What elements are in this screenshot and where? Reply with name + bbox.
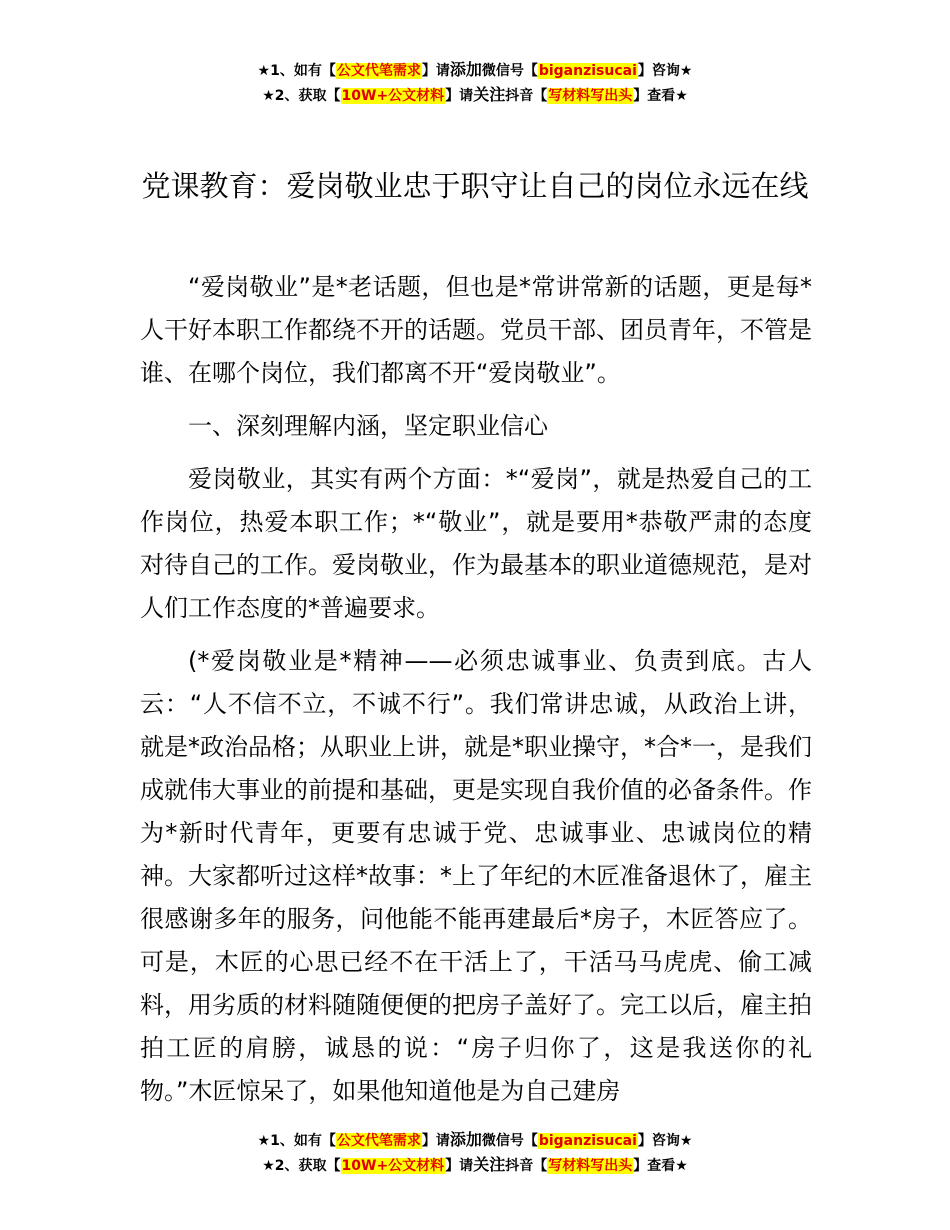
banner-text: 抖音【 xyxy=(505,88,548,104)
banner-text: 】咨询★ xyxy=(637,63,693,79)
paragraph: 爱岗敬业，其实有两个方面：*“爱岗”，就是热爱自己的工作岗位，热爱本职工作；*“敬业”，就是要用*恭敬严肃的态度对待自己的工作。爱岗敬业，作为最基本的职业道德规范，是对人们工作态度的*普遍要求。 xyxy=(140,465,812,622)
section-heading: 一、深刻理解内涵，坚定职业信心 xyxy=(188,412,548,440)
banner-highlight: 公文代笔需求 xyxy=(336,63,421,79)
banner-text: 】咨询★ xyxy=(637,1133,693,1149)
banner-text: 添加 xyxy=(449,60,482,79)
paragraph: (*爱岗敬业是*精神——必须忠诚事业、负责到底。古人云：“人不信不立，不诚不行”。我们常讲忠诚，从政治上讲，就是*政治品格；从职业上讲，就是*职业操守，*合*一，是我们成就伟大事业的前提和基础，更是实现自我价值的必备条件。作为*新时代青年，更要有忠诚于党、忠诚事业、忠诚岗位的精神。大家都听过这样*故事：*上了年纪的木匠准备退休了，雇主很感谢多年的服务，问他能不能再建最后*房子，木匠答应了。可是，木匠的心思已经不在干活上了，干活马马虎虎、偷工减料，用劣质的材料随随便便的把房子盖好了。完工以后，雇主拍拍工匠的肩膀，诚恳的说：“房子归你了，这是我送你的礼物。”木匠惊呆了，如果他知道他是为自己建房 xyxy=(140,647,812,1105)
paragraph-intro: “爱岗敬业”是*老话题，但也是*常讲常新的话题，更是每*人干好本职工作都绕不开的话题。党员干部、团员青年，不管是谁、在哪个岗位，我们都离不开“爱岗敬业”。 xyxy=(140,273,812,387)
document-title: 党课教育：爱岗敬业忠于职守让自己的岗位永远在线 xyxy=(141,169,809,203)
banner-text: 微信号【 xyxy=(481,1133,538,1149)
banner-highlight: 10W+公文材料 xyxy=(341,88,445,104)
banner-text: ★1、如有【 xyxy=(257,63,336,79)
banner-line-2 xyxy=(0,1153,950,1178)
banner-text: 关注 xyxy=(473,85,506,104)
banner-text: ★2、获取【 xyxy=(262,1158,341,1174)
banner-text: ★1、如有【 xyxy=(257,1133,336,1149)
banner-line-1 xyxy=(0,1128,950,1153)
banner-text: 关注 xyxy=(473,1155,506,1174)
banner-text: 抖音【 xyxy=(505,1158,548,1174)
banner-text: 】请 xyxy=(445,1158,474,1174)
wechat-id-highlight: biganzisucai xyxy=(538,63,637,79)
banner-highlight: 10W+公文材料 xyxy=(341,1158,445,1174)
douyin-highlight: 写材料写出头 xyxy=(548,88,633,104)
header-banner xyxy=(0,58,950,108)
banner-text: 】请 xyxy=(421,1133,450,1149)
banner-line-2 xyxy=(0,83,950,108)
footer-banner xyxy=(0,1128,950,1178)
banner-highlight: 公文代笔需求 xyxy=(336,1133,421,1149)
banner-text: 】查看★ xyxy=(633,88,688,104)
banner-text: 】请 xyxy=(421,63,450,79)
douyin-highlight: 写材料写出头 xyxy=(548,1158,633,1174)
wechat-id-highlight: biganzisucai xyxy=(538,1133,637,1149)
banner-text: 微信号【 xyxy=(481,63,538,79)
banner-line-1 xyxy=(0,58,950,83)
banner-text: 添加 xyxy=(449,1130,482,1149)
document-body xyxy=(140,266,812,1113)
banner-text: ★2、获取【 xyxy=(262,88,341,104)
banner-text: 】请 xyxy=(445,88,474,104)
banner-text: 】查看★ xyxy=(633,1158,688,1174)
